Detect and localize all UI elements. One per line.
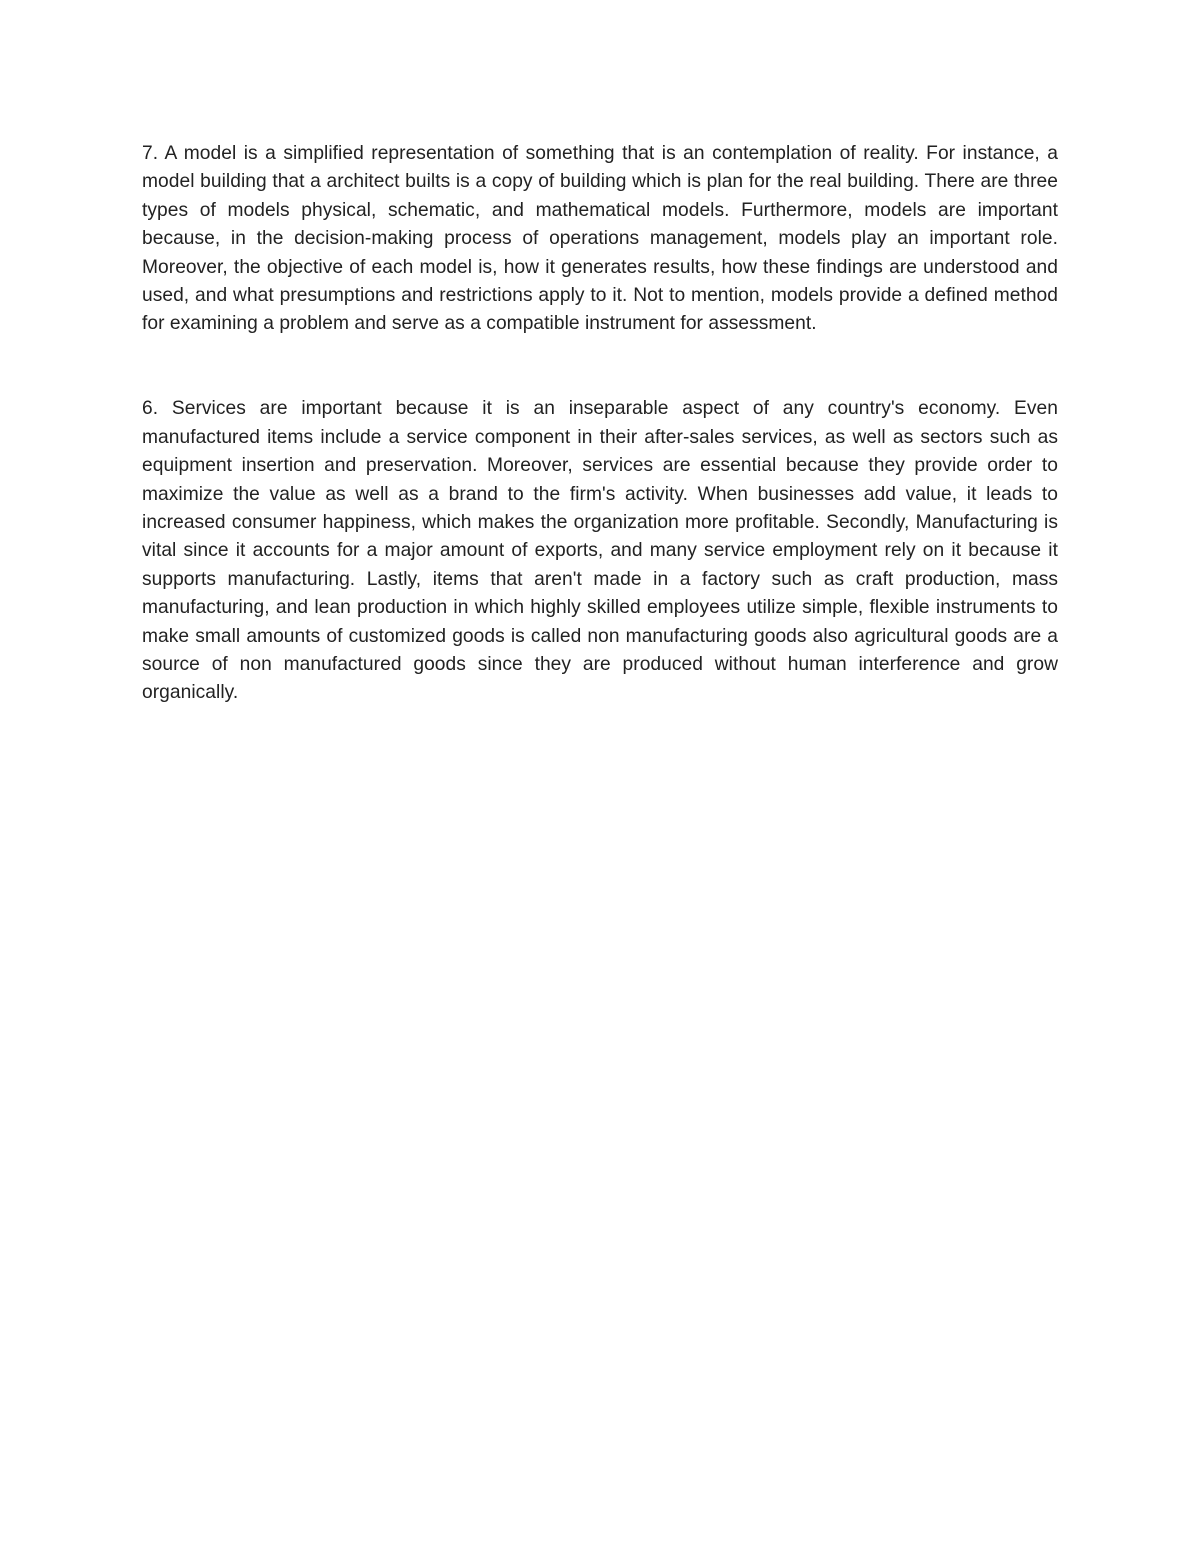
document-body xyxy=(142,140,1058,708)
answer-paragraph-6: 6. Services are important because it is an inseparable aspect of any country's economy. Even manufactured items include a service component in their after-sales services, as well as sectors such as equipment insertion and preservation. Moreover, services are essential because they provide order to maximize the value as well as a brand to the firm's activity. When businesses add value, it leads to increased consumer happiness, which makes the organization more profitable. Secondly, Manufacturing is vital since it accounts for a major amount of exports, and many service employment rely on it because it supports manufacturing. Lastly, items that aren't made in a factory such as craft production, mass manufacturing, and lean production in which highly skilled employees utilize simple, flexible instruments to make small amounts of customized goods is called non manufacturing goods also agricultural goods are a source of non manufactured goods since they are produced without human interference and grow organically. xyxy=(142,398,1058,704)
answer-paragraph-7: 7. A model is a simplified representation of something that is an contemplation of reality. For instance, a model building that a architect builts is a copy of building which is plan for the real building. There are three types of models physical, schematic, and mathematical models. Furthermore, models are important because, in the decision-making process of operations management, models play an important role. Moreover, the objective of each model is, how it generates results, how these findings are understood and used, and what presumptions and restrictions apply to it. Not to mention, models provide a defined method for examining a problem and serve as a compatible instrument for assessment. xyxy=(142,143,1058,335)
